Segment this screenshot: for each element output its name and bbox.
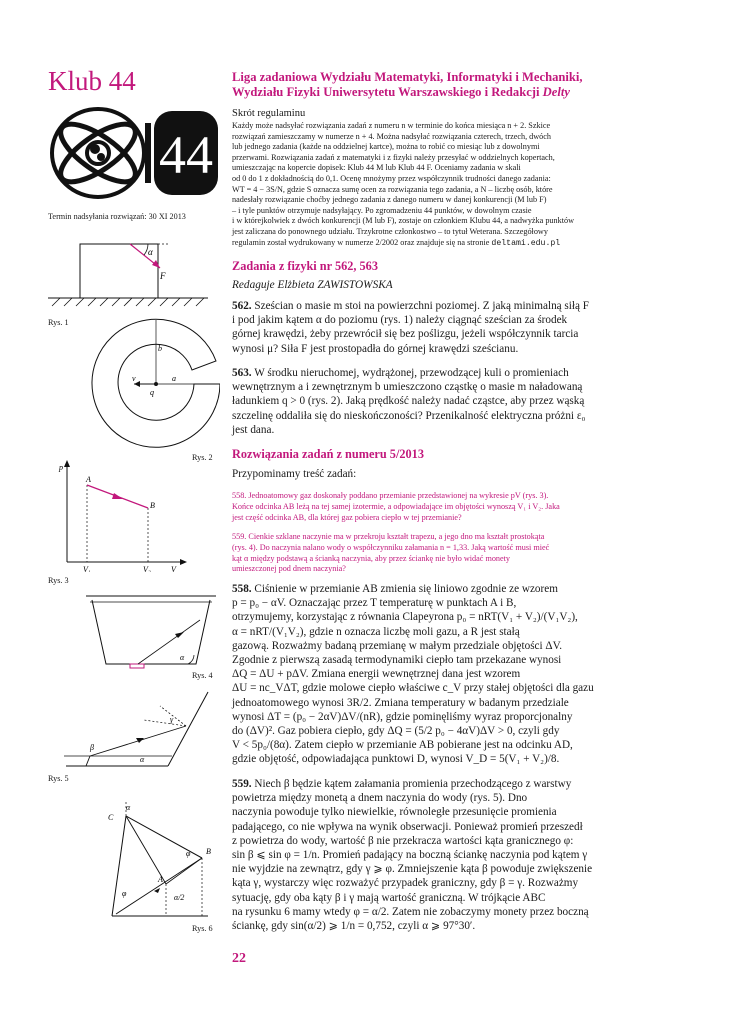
figure-rys2	[90, 318, 220, 455]
caption-rys4: Rys. 4	[192, 671, 213, 680]
svg-text:b: b	[158, 344, 162, 353]
atom-emblem-icon	[52, 109, 144, 197]
svg-text:γ: γ	[170, 715, 174, 724]
caption-rys1: Rys. 1	[48, 318, 69, 327]
solutions-heading: Rozwiązania zadań z numeru 5/2013	[232, 447, 424, 461]
svg-text:V: V	[171, 565, 176, 572]
problem-562: 562. Sześcian o masie m stoi na powierzchni poziomej. Z jaką minimalną siłą F i pod jakim kątem α do poziomu (rys. 1) należy ciągnąć sześcian za środek górnej krawędzi, żeby przewrócił się bez poślizgu, jeżeli współczynnik tarcia wynosi μ? Siła F jest prostopadła do górnej krawędzi sześcianu.	[232, 300, 589, 355]
page-number: 22	[232, 951, 246, 966]
figure-rys6	[96, 798, 220, 933]
figure-rys1	[48, 236, 220, 321]
svg-text:q: q	[150, 388, 154, 397]
task-559-text: 559. Cienkie szklane naczynie ma w przekroju kształt trapezu, a jego dno ma kształt prostokąta (rys. 4). Do naczynia nalano wody o współczynniku załamania n = 1,33. Jaką wartość musi mieć kąt α między podstawą a ścianką naczynia, aby przez ściankę nie było widać monety umieszczonej pod dnem naczynia?	[232, 532, 550, 574]
rules-text: Każdy może nadsyłać rozwiązania zadań z numeru n w terminie do końca miesiąca n + 2. Szkice rozwiązań zamieszczamy w numerze n + 4. Można nadsyłać rozwiązania czterech, trzech, dwóch lub jednego zadania (każde na oddzielnej kartce), można to robić co miesiąc lub z dowolnymi przerwami. Rozwiązania zadań z matematyki i z fizyki należy przesyłać w oddzielnych kopertach, umieszczając na kopercie dopisek: Klub 44 M lub Klub 44 F. Oceniamy zadania w skali od 0 do 1 z dokładnością do 0,1. Ocenę mnożymy przez współczynnik trudności danego zadania: WT = 4 − 3S/N, gdzie S oznacza sumę ocen za rozwiązania tego zadania, a N – liczbę osób, które nadesłały rozwiązanie choćby jednego zadania z danego numeru w danej konkurencji (M lub F) – i tyle punktów otrzymuje nadsyłający. Po zgromadzeniu 44 punktów, w dowolnym czasie i w którejkolwiek z dwóch konkurencji (M lub F), zostaje on członkiem Klubu 44, a nadwyżka punktów jest zaliczana do ponownego udziału. Trzykrotne członkostwo – to tytuł Weterana. Szczegółowy regulamin został wydrukowany w numerze 2/2002 oraz znajduje się na stronie deltami.edu.pl	[232, 121, 574, 248]
rules-title: Skrót regulaminu	[232, 108, 306, 119]
svg-text:α: α	[140, 755, 145, 764]
svg-text:V₁: V₁	[83, 565, 91, 572]
solution-559: 559. Niech β będzie kątem załamania promienia przechodzącego z warstwy powietrza między monetą a dnem naczynia do wody (rys. 5). Dno naczynia powoduje tylko niewielkie, równoległe przesunięcie promienia padającego, co nie wpływa na wynik obserwacji. Ponieważ promień przeszedł z powietrza do wody, wartość β nie przekracza wartości kąta granicznego φ: sin β ⩽ sin φ = 1/n. Promień padający na boczną ściankę naczynia pod kątem γ nie wyjdzie na zewnątrz, gdy γ ⩾ φ. Zmniejszenie kąta β powoduje zwiększenie kąta γ, wystarczy więc rozważyć przypadek graniczny, gdy β = γ. Rozważmy sytuację, gdy oba kąty β i γ mają wartość graniczną. W trójkącie ABC na rysunku 6 mamy wtedy φ = α/2. Zatem nie zobaczymy monety przez boczną ściankę, gdy sin(α/2) ⩾ 1/n = 0,752, czyli α ⩾ 97°30′.	[232, 778, 593, 933]
logo-number: 44	[159, 125, 213, 185]
svg-text:V₂: V₂	[143, 565, 151, 572]
svg-text:α: α	[126, 803, 131, 812]
svg-text:B: B	[150, 501, 155, 510]
physics-heading: Zadania z fizyki nr 562, 563	[232, 259, 378, 273]
caption-rys2: Rys. 2	[192, 453, 213, 462]
rules-url[interactable]: deltami.edu.pl	[491, 238, 561, 248]
svg-text:C: C	[108, 813, 114, 822]
caption-rys6: Rys. 6	[192, 924, 213, 933]
solutions-reminder: Przypominamy treść zadań:	[232, 468, 357, 480]
club-title: Klub 44	[48, 66, 136, 96]
deadline-note: Termin nadsyłania rozwiązań: 30 XI 2013	[48, 212, 186, 221]
figure-rys4	[86, 592, 220, 677]
solution-558: 558. Ciśnienie w przemianie AB zmienia się liniowo zgodnie ze wzorem p = p₀ − αV. Oznaczając przez T temperaturę w punktach A i B, otrzymujemy, korzystając z równania Clapeyrona p₀ = nRT(V₁ + V₂)/(V₁V₂), α = nRT/(V₁V₂), gdzie n oznacza liczbę moli gazu, a R jest stałą gazową. Rozważmy badaną przemianę w małym przedziale objętości ΔV. Zgodnie z pierwszą zasadą termodynamiki ciepło tam przekazane wynosi ΔQ = ΔU + pΔV. Zmiana energii wewnętrznej dana jest wzorem ΔU = nc_VΔT, gdzie molowe ciepło właściwe c_V przy stałej objętości dla gazu jednoatomowego wynosi 3R/2. Zmiana temperatury w badanym przedziale wynosi ΔT = (p₀ − 2αV)ΔV/(nR), gdzie pominęliśmy wyraz proporcjonalny do (ΔV)². Gaz pobiera ciepło, gdy ΔQ = (5/2 p₀ − 4αV)ΔV > 0, czyli gdy V < 5p₀/(8α). Zatem ciepło w przemianie AB pobierane jest na odcinku AD, gdzie objętość, odpowiadająca punktowi D, wynosi V_D = 5(V₁ + V₂)/8.	[232, 583, 594, 766]
svg-text:A: A	[158, 875, 163, 884]
league-title: Liga zadaniowa Wydziału Matematyki, Informatyki i Mechaniki, Wydziału Fizyki Uniwersytetu Warszawskiego i Redakcji Delty	[232, 70, 583, 99]
svg-text:α/2: α/2	[174, 893, 185, 902]
svg-text:p: p	[59, 463, 63, 472]
svg-text:a: a	[172, 374, 176, 383]
svg-text:α: α	[148, 247, 153, 257]
svg-text:B: B	[206, 847, 211, 856]
svg-text:φ: φ	[122, 889, 127, 898]
figure-rys3	[55, 458, 195, 577]
svg-text:β: β	[90, 743, 94, 752]
task-558-text: 558. Jednoatomowy gaz doskonały poddano przemianie przedstawionej na wykresie pV (rys. 3). Końce odcinka AB leżą na tej samej izotermie, a odpowiadające im objętości wynoszą V₁ i V₂. Jaka jest część odcinka AB, dla której gaz pobiera ciepło w tej przemianie?	[232, 491, 560, 522]
figure-rys5	[62, 686, 212, 777]
svg-text:α: α	[180, 653, 185, 662]
svg-text:F: F	[160, 271, 166, 281]
svg-text:v: v	[132, 374, 136, 383]
physics-editor: Redaguje Elżbieta ZAWISTOWSKA	[232, 279, 393, 291]
caption-rys5: Rys. 5	[48, 774, 69, 783]
svg-text:A: A	[86, 475, 91, 484]
problem-563: 563. W środku nieruchomej, wydrążonej, przewodzącej kuli o promieniach wewnętrznym a i zewnętrznym b umieszczono cząstkę o masie m naładowaną ładunkiem q > 0 (rys. 2). Jaką prędkość należy nadać cząstce, aby przez wąską szczelinę oddaliła się do nieskończoności? Przenikalność elektryczna próżni ε₀ jest dana.	[232, 367, 586, 436]
klub44-logo	[48, 103, 220, 203]
svg-text:φ: φ	[186, 849, 191, 858]
caption-rys3: Rys. 3	[48, 576, 69, 585]
